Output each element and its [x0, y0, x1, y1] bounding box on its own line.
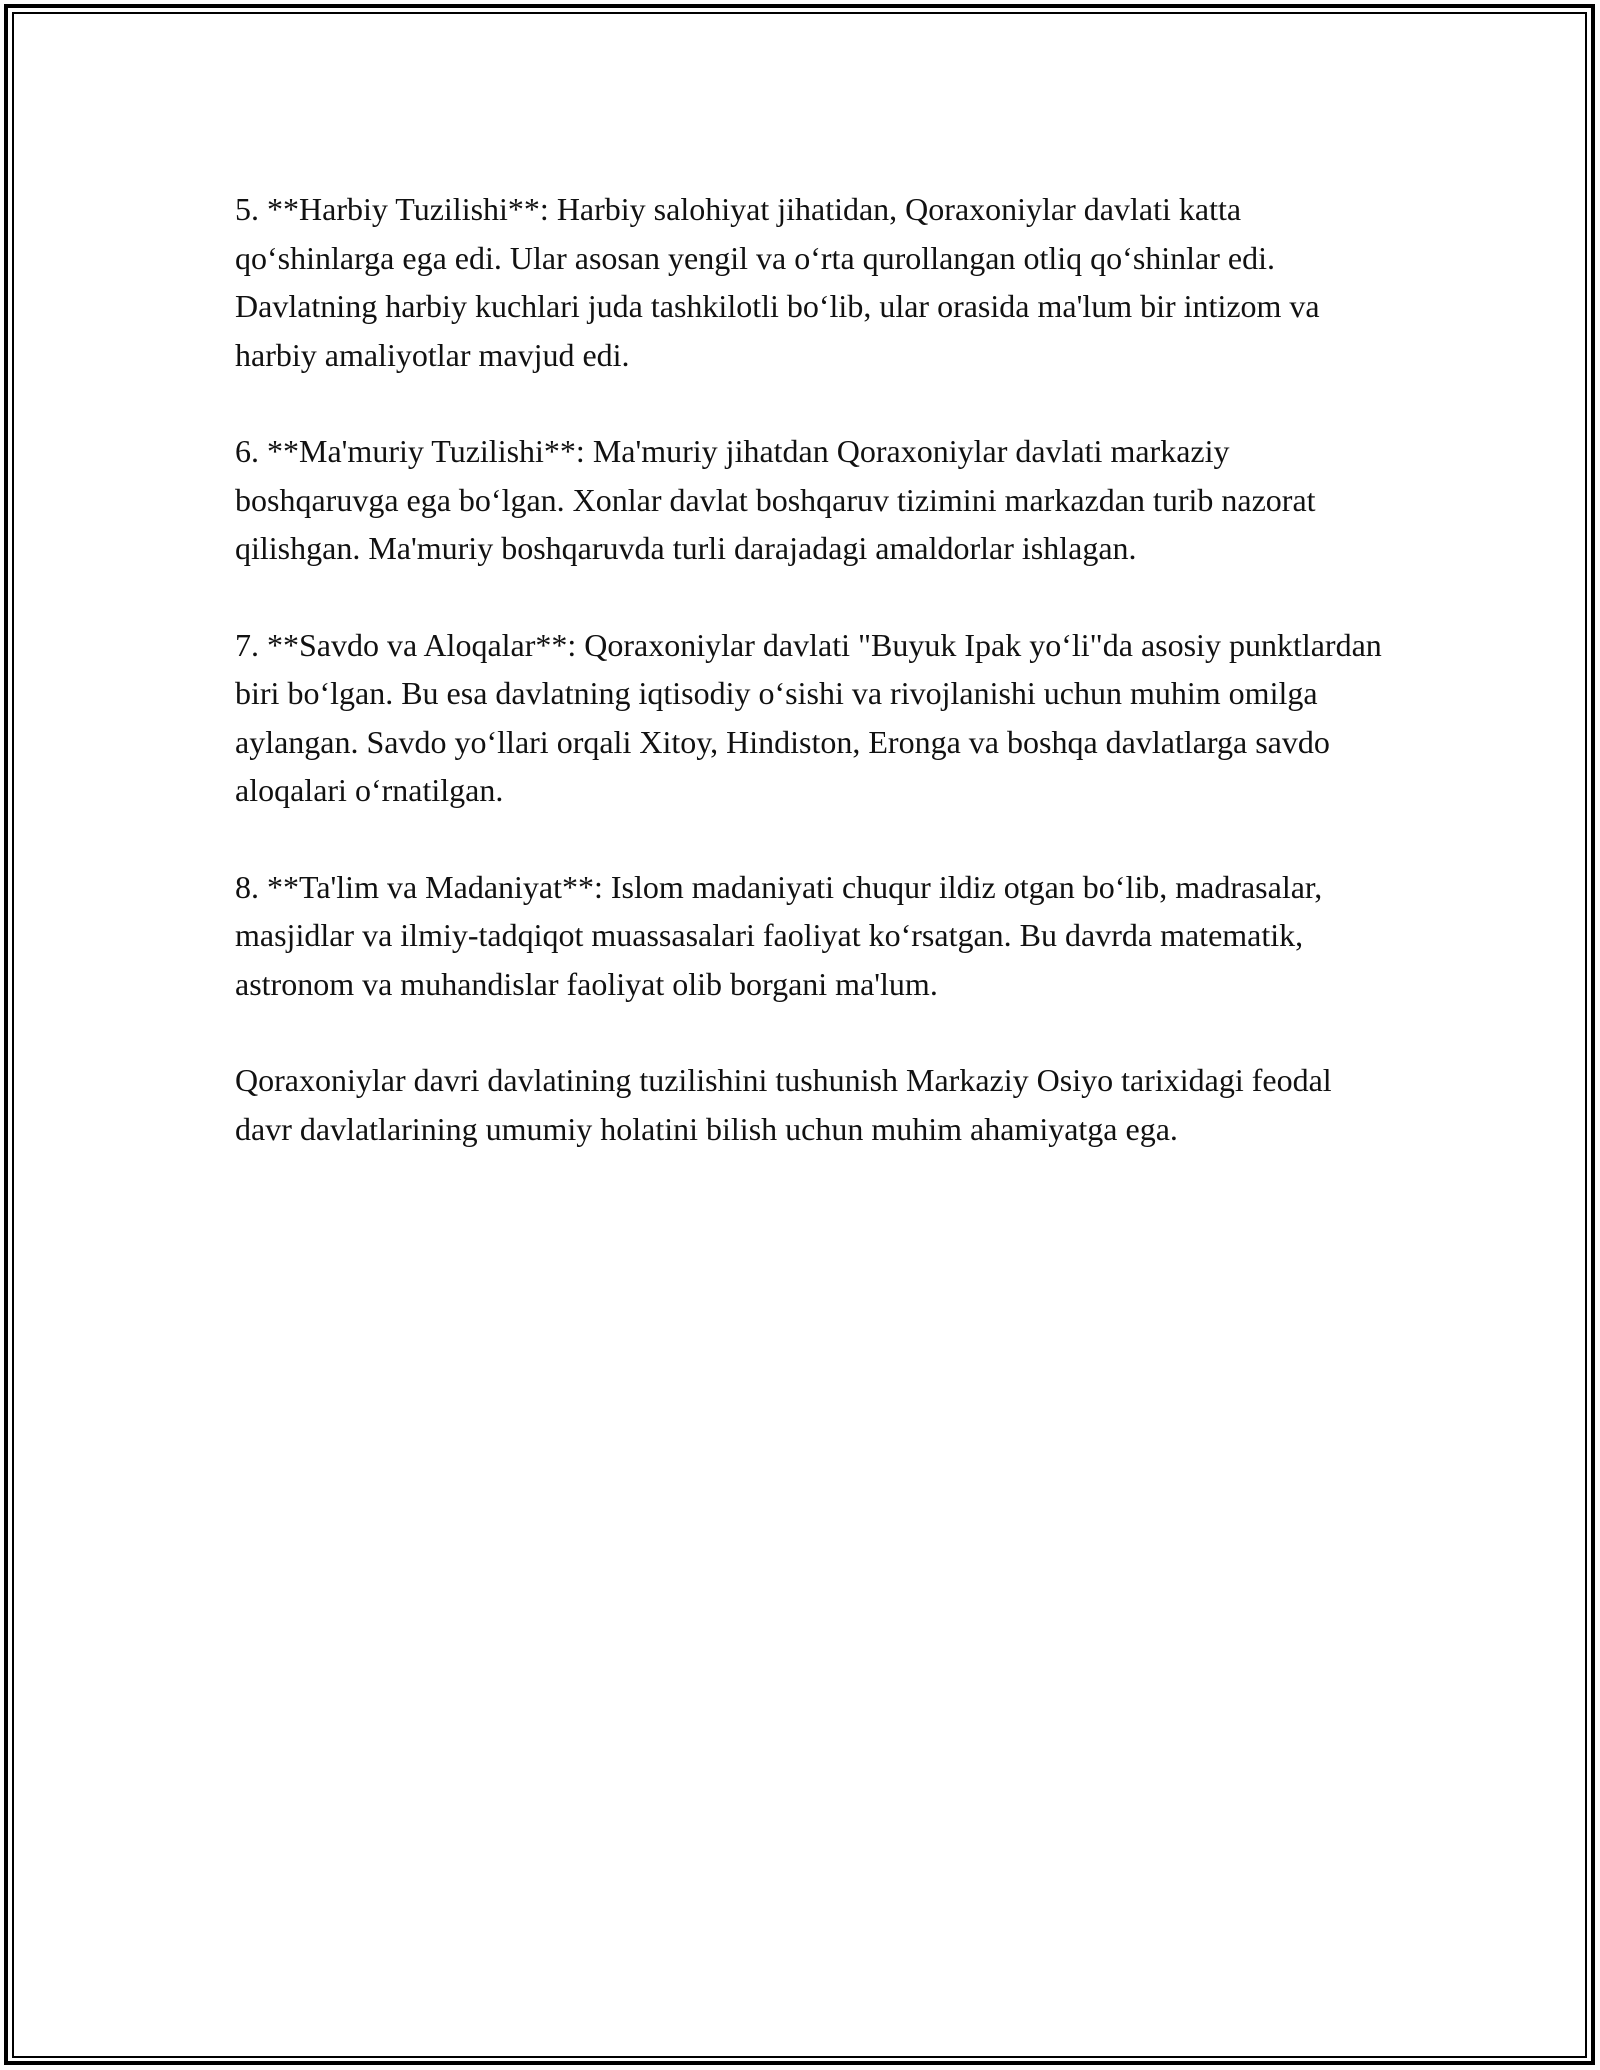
- paragraph-savdo-va-aloqalar: 7. **Savdo va Aloqalar**: Qoraxoniylar davlati "Buyuk Ipak yo‘li"da asosiy punktlardan biri bo‘lgan. Bu esa davlatning iqtisodiy o‘sishi va rivojlanishi uchun muhim omilga aylangan. Savdo yo‘llari orqali Xitoy, Hindiston, Eronga va boshqa davlatlarga savdo aloqalari o‘rnatilgan.: [235, 626, 1382, 808]
- document-body: [235, 185, 1385, 1201]
- paragraph-talim-va-madaniyat: 8. **Ta'lim va Madaniyat**: Islom madaniyati chuqur ildiz otgan bo‘lib, madrasalar, masjidlar va ilmiy-tadqiqot muassasalari faoliyat ko‘rsatgan. Bu davrda matematik, astronom va muhandislar faoliyat olib borgani ma'lum.: [235, 868, 1323, 1002]
- paragraph-conclusion: Qoraxoniylar davri davlatining tuzilishini tushunish Markaziy Osiyo tarixidagi feodal davr davlatlarining umumiy holatini bilish uchun muhim ahamiyatga ega.: [235, 1062, 1332, 1147]
- paragraph-mamuriy-tuzilishi: 6. **Ma'muriy Tuzilishi**: Ma'muriy jihatdan Qoraxoniylar davlati markaziy boshqaruvga ega bo‘lgan. Xonlar davlat boshqaruv tizimini markazdan turib nazorat qilishgan. Ma'muriy boshqaruvda turli darajadagi amaldorlar ishlagan.: [235, 433, 1316, 566]
- paragraph-harbiy-tuzilishi: 5. **Harbiy Tuzilishi**: Harbiy salohiyat jihatidan, Qoraxoniylar davlati katta qo‘shinlarga ega edi. Ular asosan yengil va o‘rta qurollangan otliq qo‘shinlar edi. Davlatning harbiy kuchlari juda tashkilotli bo‘lib, ular orasida ma'lum bir intizom va harbiy amaliyotlar mavjud edi.: [235, 191, 1320, 373]
